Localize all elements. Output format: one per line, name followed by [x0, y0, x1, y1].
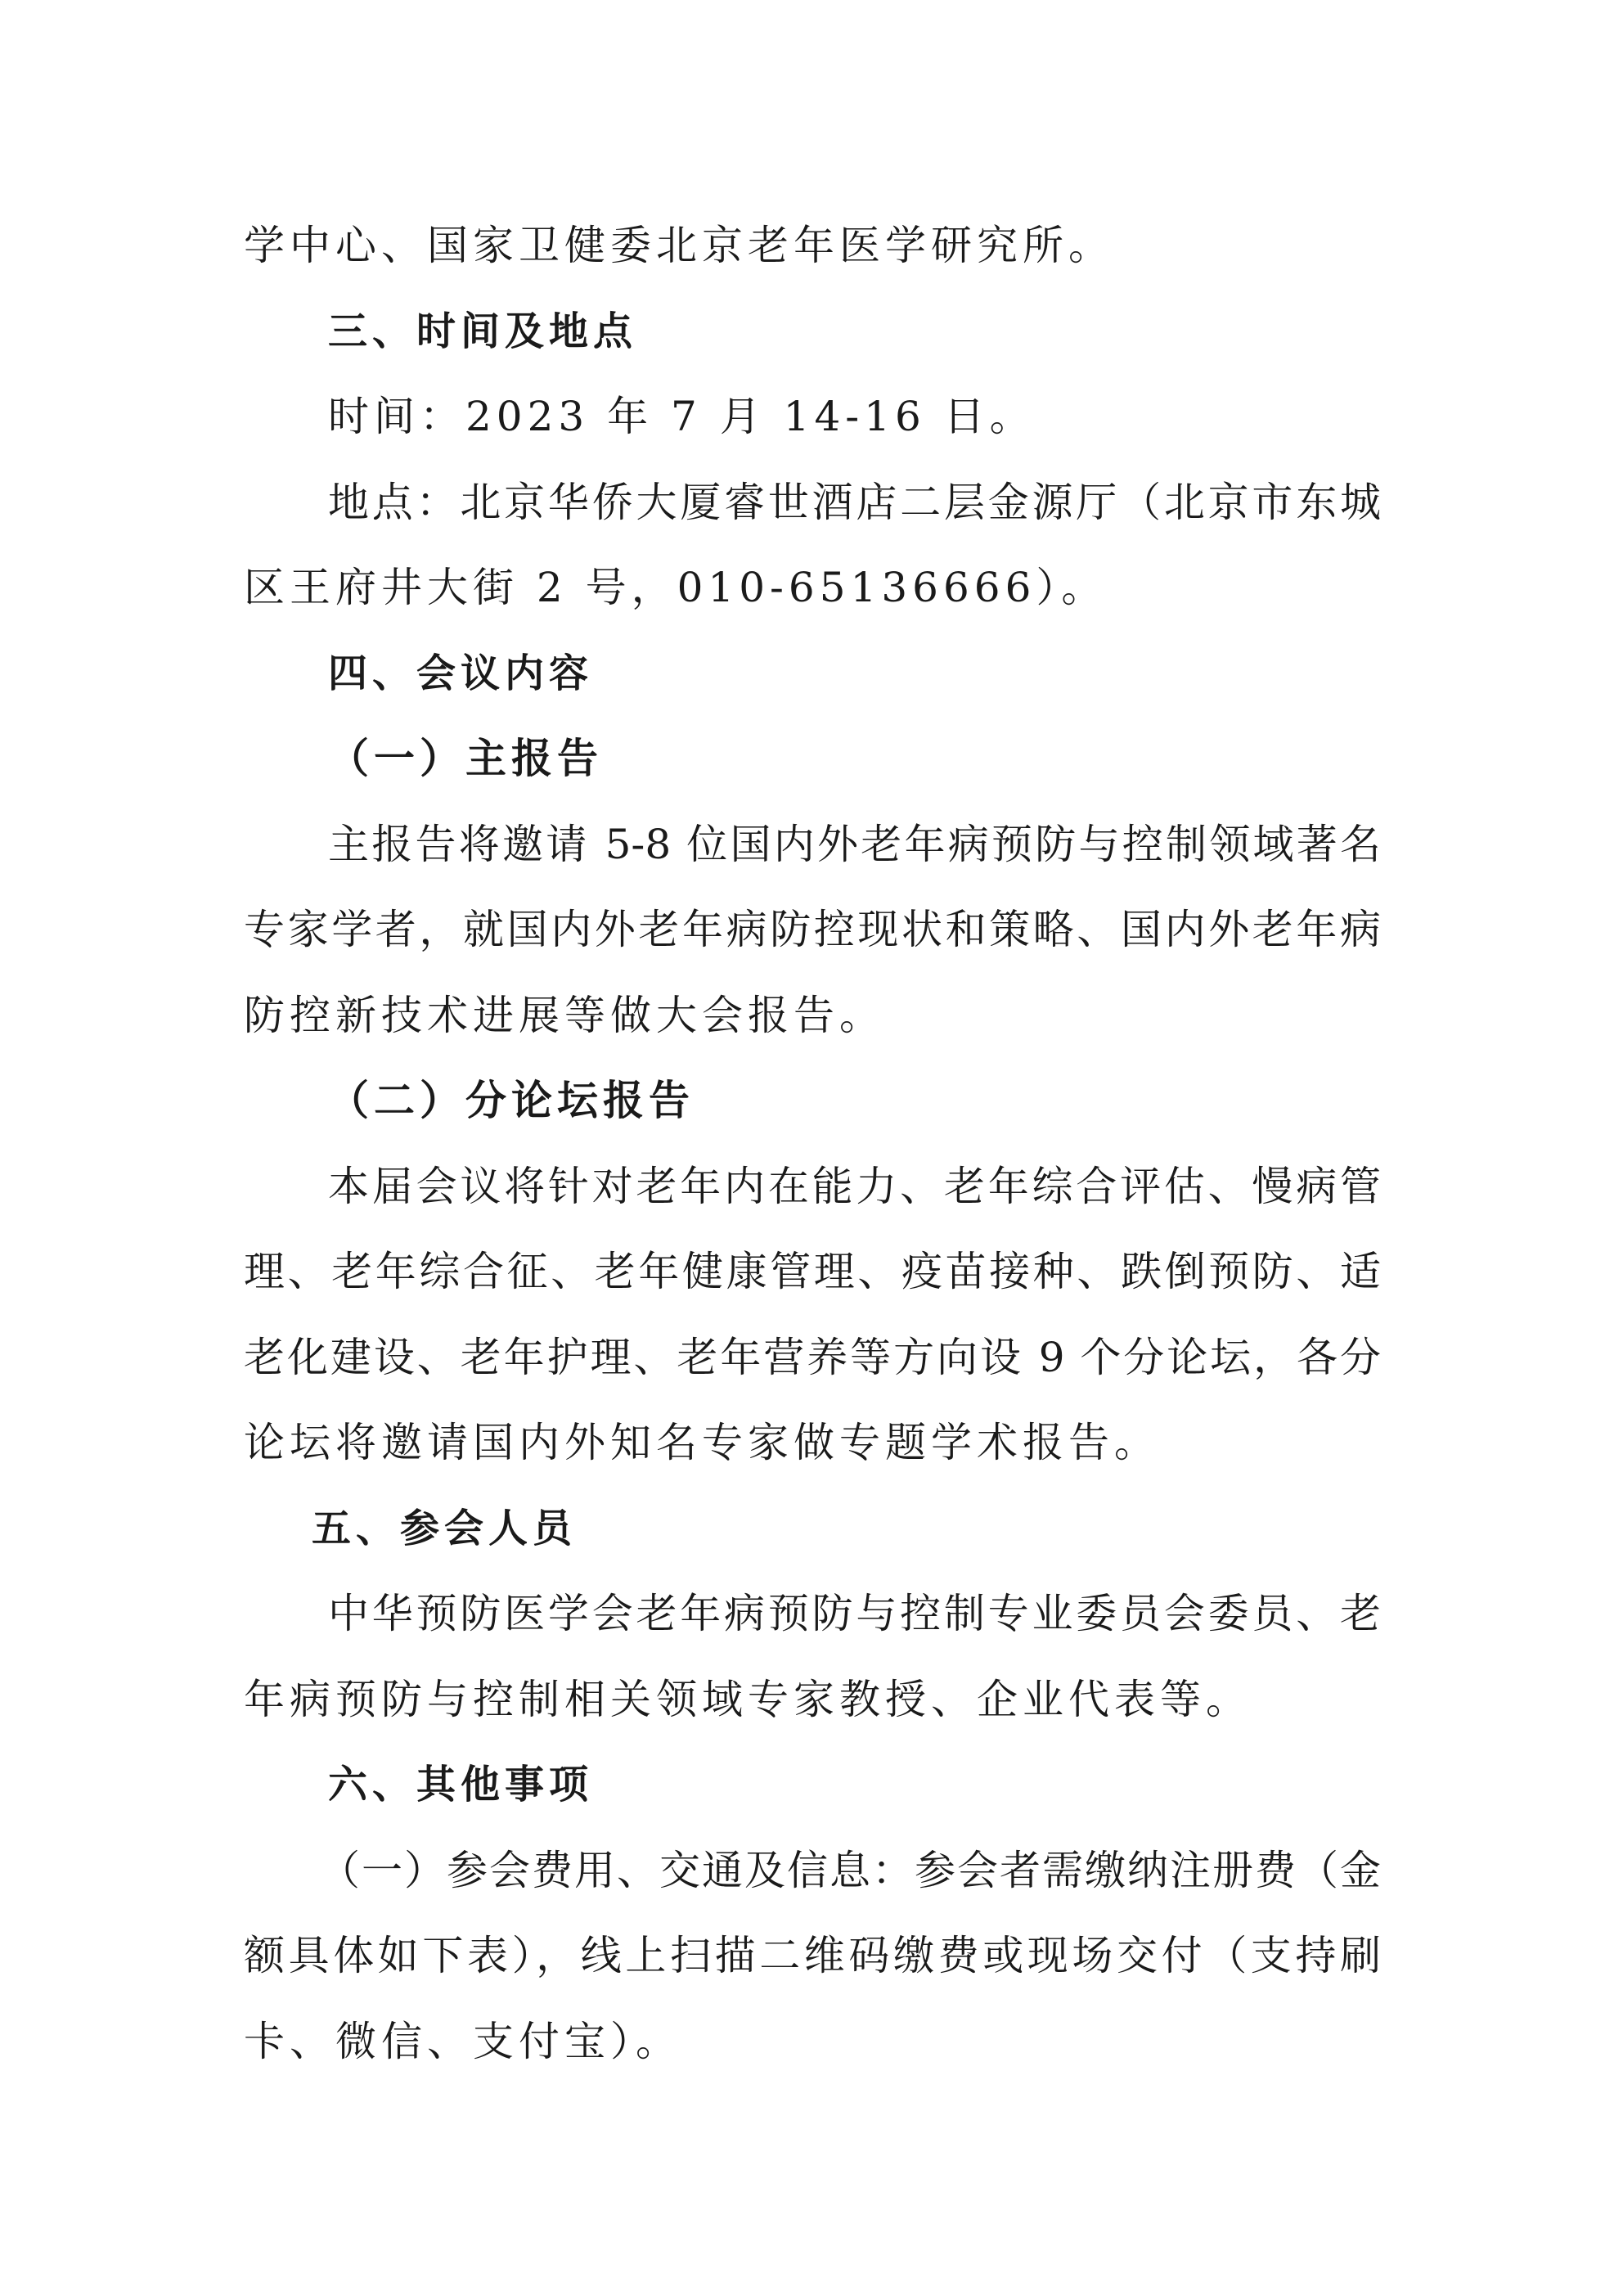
body-line: 学中心、国家卫健委北京老年医学研究所。: [244, 222, 1114, 269]
subsection-heading-main-report: （一）主报告: [328, 734, 603, 782]
body-line: 专家学者，就国内外老年病防控现状和策略、国内外老年病: [244, 906, 1381, 953]
section-heading-participants: 五、参会人员: [312, 1505, 578, 1551]
body-line: 老化建设、老年护理、老年营养等方向设 9 个分论坛，各分: [244, 1333, 1381, 1381]
body-line: 年病预防与控制相关领域专家教授、企业代表等。: [244, 1675, 1252, 1723]
subsection-heading-forum-report: （二）分论坛报告: [328, 1076, 695, 1124]
body-line: 主报告将邀请 5-8 位国内外老年病预防与控制领域著名: [328, 820, 1381, 868]
body-line: 理、老年综合征、老年健康管理、疫苗接种、跌倒预防、适: [244, 1248, 1381, 1295]
body-line: 额具体如下表），线上扫描二维码缴费或现场交付（支持刷: [244, 1932, 1381, 1979]
body-line-time: 时间：2023 年 7 月 14-16 日。: [328, 393, 1036, 440]
body-line: 卡、微信、支付宝）。: [244, 2017, 681, 2065]
body-line: （一）参会费用、交通及信息：参会者需缴纳注册费（金: [319, 1846, 1381, 1894]
body-line: 本届会议将针对老年内在能力、老年综合评估、慢病管: [328, 1162, 1381, 1210]
body-line: 防控新技术进展等做大会报告。: [244, 991, 885, 1039]
section-heading-other-matters: 六、其他事项: [328, 1762, 594, 1808]
body-line-location: 地点：北京华侨大厦睿世酒店二层金源厅（北京市东城: [328, 478, 1381, 526]
document-body: [244, 203, 1381, 2084]
body-line-address: 区王府井大街 2 号，010-65136666）。: [244, 564, 1108, 611]
section-heading-content: 四、会议内容: [328, 650, 594, 696]
body-line: 中华预防医学会老年病预防与控制专业委员会委员、老: [328, 1590, 1381, 1637]
section-heading-time-location: 三、时间及地点: [328, 308, 638, 354]
body-line: 论坛将邀请国内外知名专家做专题学术报告。: [244, 1419, 1160, 1466]
